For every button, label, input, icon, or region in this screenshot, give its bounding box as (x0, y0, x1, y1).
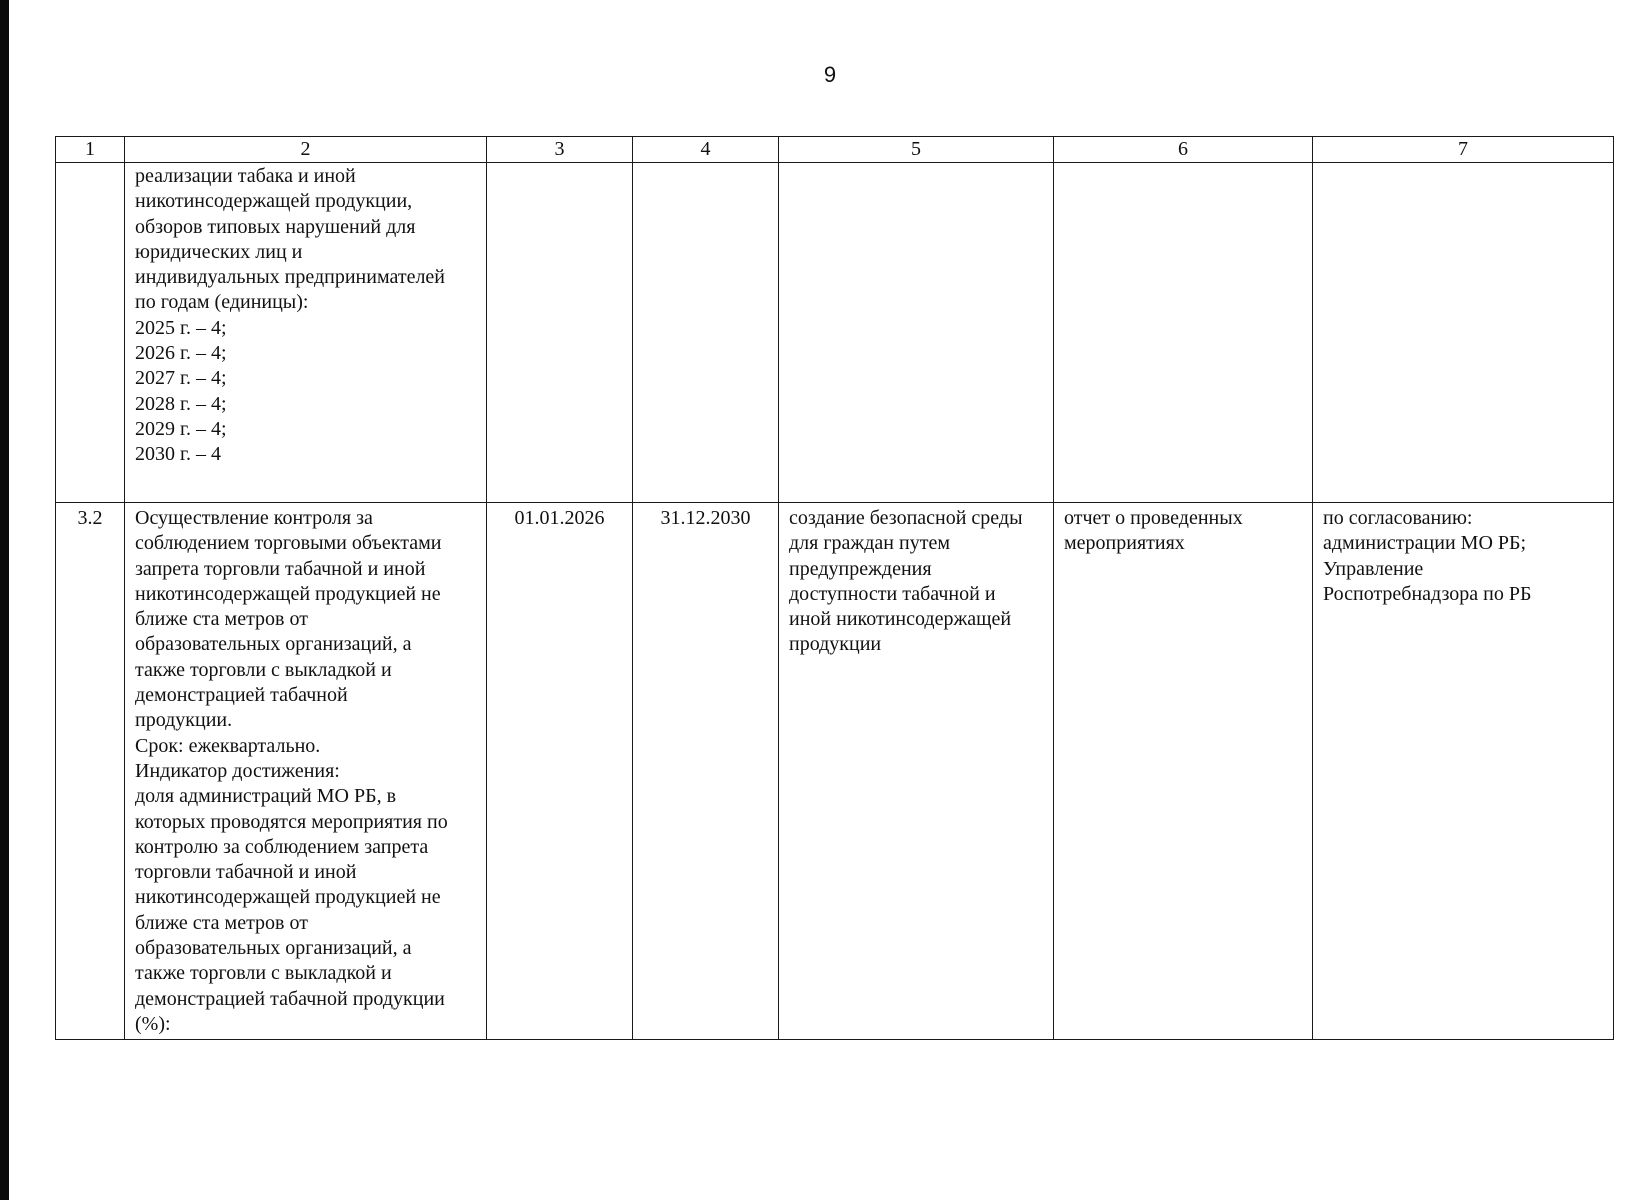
description-line: ближе ста метров от (135, 911, 308, 934)
executors-cell (1313, 503, 1614, 1040)
column-number-5: 5 (779, 137, 1054, 163)
description-line: Осуществление контроля за (135, 507, 373, 529)
executors-cell (1313, 163, 1614, 503)
result-line: предупреждения (789, 557, 932, 580)
description-line: доля администраций МО РБ, в (135, 785, 397, 808)
executors-line: Управление (1323, 557, 1424, 580)
description-line: демонстрацией табачной (135, 684, 348, 707)
result-line: для граждан путем (789, 532, 950, 555)
report-cell (1054, 163, 1313, 503)
column-number-3: 3 (487, 137, 633, 163)
report-cell (1054, 503, 1313, 1040)
executors-line: Роспотребнадзора по РБ (1323, 582, 1532, 605)
result-line: создание безопасной среды (789, 507, 1023, 529)
result-line: доступности табачной и (789, 582, 996, 605)
column-number-6: 6 (1054, 137, 1313, 163)
description-line: индивидуальных предпринимателей (135, 266, 445, 289)
description-line: по годам (единицы): (135, 291, 309, 314)
report-line: отчет о проведенных (1064, 507, 1243, 529)
description-line: также торговли с выкладкой и (135, 962, 392, 985)
description-line: продукции. (135, 709, 233, 732)
description-line: никотинсодержащей продукции, (135, 190, 413, 213)
description-line: 2029 г. – 4; (135, 417, 227, 440)
executors-line: по согласованию: (1323, 507, 1473, 529)
item-number-cell (56, 163, 125, 503)
description-line: обзоров типовых нарушений для (135, 215, 416, 238)
description-line: Индикатор достижения: (135, 759, 340, 782)
description-line: торговли табачной и иной (135, 861, 357, 884)
result-cell (779, 163, 1054, 503)
column-number-1: 1 (56, 137, 125, 163)
result-line: иной никотинсодержащей (789, 608, 1012, 631)
start-date-cell (487, 163, 633, 503)
table-row (56, 503, 1614, 1040)
table-row (56, 163, 1614, 503)
description-line: образовательных организаций, а (135, 937, 412, 960)
result-line: продукции (789, 633, 882, 656)
item-number-cell: 3.2 (56, 503, 125, 1040)
table-header-row (56, 137, 1614, 163)
description-line: 2026 г. – 4; (135, 342, 227, 365)
scan-edge (0, 0, 9, 1200)
description-cell (125, 163, 487, 503)
description-line: образовательных организаций, а (135, 633, 412, 656)
page-number: 9 (823, 62, 837, 87)
end-date-cell: 31.12.2030 (633, 503, 779, 1040)
description-line: 2030 г. – 4 (135, 443, 221, 466)
column-number-7: 7 (1313, 137, 1614, 163)
description-line: никотинсодержащей продукцией не (135, 582, 441, 605)
description-line: 2025 г. – 4; (135, 316, 227, 339)
description-cell (125, 503, 487, 1040)
description-line: демонстрацией табачной продукции (135, 987, 445, 1010)
description-line: которых проводятся мероприятия по (135, 810, 448, 833)
measures-table (55, 136, 1614, 1040)
description-line: (%): (135, 1012, 171, 1035)
description-line: юридических лиц и (135, 240, 303, 263)
description-line: контролю за соблюдением запрета (135, 835, 429, 858)
description-line: никотинсодержащей продукцией не (135, 886, 441, 909)
description-line: реализации табака и иной (135, 165, 356, 187)
description-line: Срок: ежеквартально. (135, 734, 321, 757)
start-date-cell: 01.01.2026 (487, 503, 633, 1040)
description-line: также торговли с выкладкой и (135, 658, 392, 681)
column-number-2: 2 (125, 137, 487, 163)
result-cell (779, 503, 1054, 1040)
description-line: ближе ста метров от (135, 608, 308, 631)
column-number-4: 4 (633, 137, 779, 163)
report-line: мероприятиях (1064, 532, 1185, 555)
description-line: запрета торговли табачной и иной (135, 557, 426, 580)
description-line: 2027 г. – 4; (135, 367, 227, 390)
end-date-cell (633, 163, 779, 503)
executors-line: администрации МО РБ; (1323, 532, 1527, 555)
description-line: соблюдением торговыми объектами (135, 532, 442, 555)
description-line: 2028 г. – 4; (135, 392, 227, 415)
